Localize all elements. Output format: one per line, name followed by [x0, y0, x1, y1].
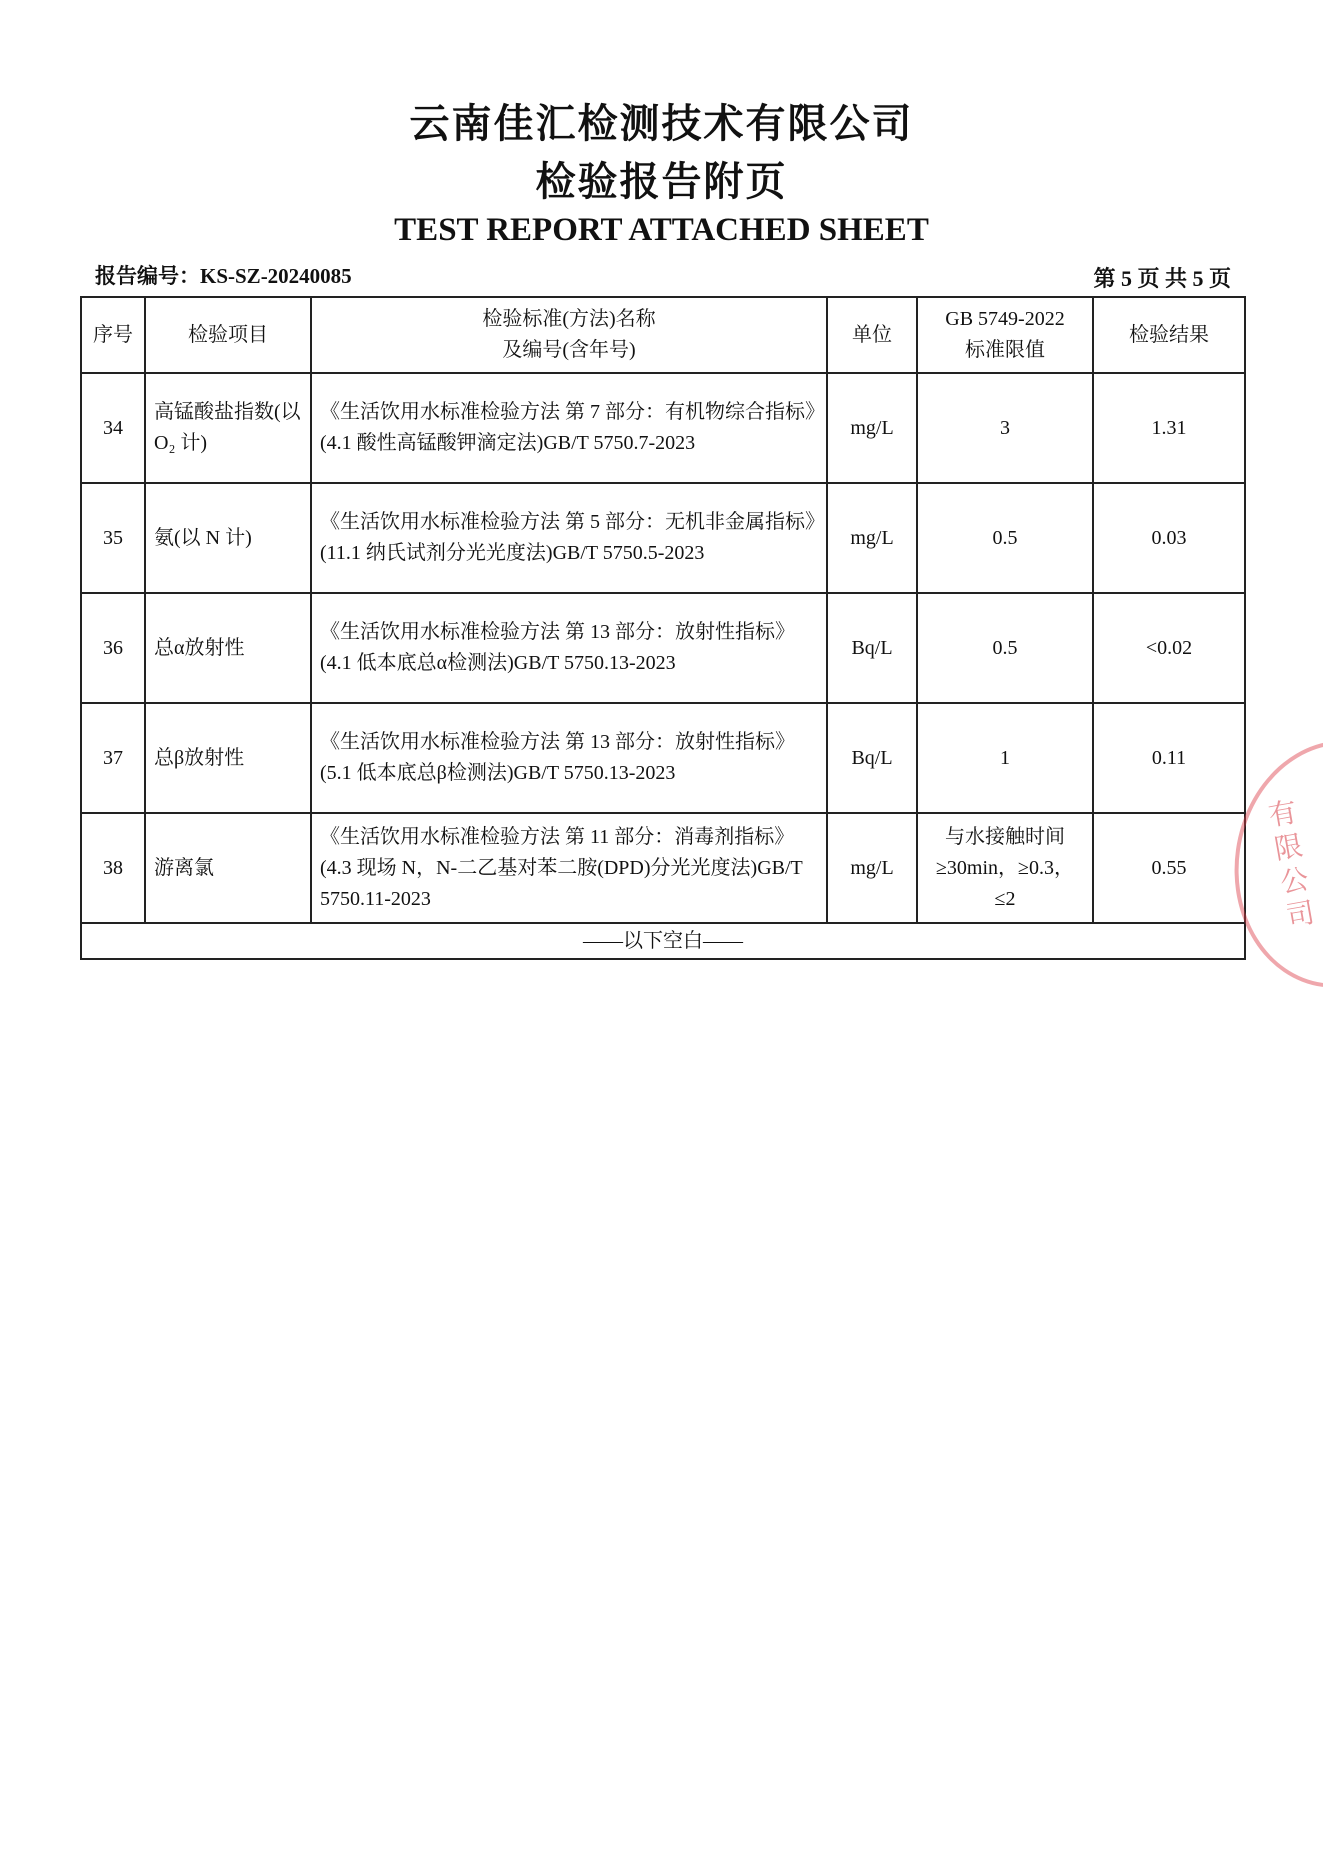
cell-no: 35 — [81, 483, 145, 593]
header-unit: 单位 — [827, 297, 917, 373]
header-limit-line1: GB 5749-2022 — [945, 308, 1065, 330]
cell-unit: Bq/L — [827, 593, 917, 703]
company-seal-text: 有限公司 — [1262, 796, 1319, 937]
cell-method: 《生活饮用水标准检验方法 第 11 部分：消毒剂指标》(4.3 现场 N，N-二乙基对苯二胺(DPD)分光光度法)GB/T 5750.11-2023 — [311, 813, 827, 923]
cell-item: 总α放射性 — [145, 593, 311, 703]
header-result: 检验结果 — [1093, 297, 1245, 373]
cell-method: 《生活饮用水标准检验方法 第 5 部分：无机非金属指标》(11.1 纳氏试剂分光光度法)GB/T 5750.5-2023 — [311, 483, 827, 593]
cell-item: 高锰酸盐指数(以 O₂ 计) — [145, 373, 311, 483]
report-subtitle: 检验报告附页 — [535, 159, 788, 205]
cell-result: <0.02 — [1093, 593, 1245, 703]
cell-unit: mg/L — [827, 373, 917, 483]
cell-item: 氨(以 N 计) — [145, 483, 311, 593]
header-method-line2: 及编号(含年号) — [502, 339, 636, 361]
report-title-en: TEST REPORT ATTACHED SHEET — [394, 212, 929, 248]
cell-method: 《生活饮用水标准检验方法 第 13 部分：放射性指标》(4.1 低本底总α检测法)GB/T 5750.13-2023 — [311, 593, 827, 703]
header-limit-line2: 标准限值 — [965, 339, 1045, 361]
cell-no: 37 — [81, 703, 145, 813]
header-method-line1: 检验标准(方法)名称 — [482, 308, 656, 330]
cell-result: 0.11 — [1093, 703, 1245, 813]
cell-result: 0.03 — [1093, 483, 1245, 593]
table-row — [81, 483, 1245, 593]
header-item: 检验项目 — [145, 297, 311, 373]
cell-result: 0.55 — [1093, 813, 1245, 923]
cell-method: 《生活饮用水标准检验方法 第 7 部分：有机物综合指标》(4.1 酸性高锰酸钾滴定法)GB/T 5750.7-2023 — [311, 373, 827, 483]
cell-no: 38 — [81, 813, 145, 923]
header-method — [311, 297, 827, 373]
table-header-row — [81, 297, 1245, 373]
cell-limit: 3 — [917, 373, 1093, 483]
test-results-table — [80, 296, 1246, 960]
cell-unit: mg/L — [827, 483, 917, 593]
page-number: 第 5 页 共 5 页 — [1093, 266, 1231, 291]
table-row — [81, 813, 1245, 923]
cell-item: 总β放射性 — [145, 703, 311, 813]
report-number: 报告编号：KS-SZ-20240085 — [95, 264, 352, 288]
cell-limit: 0.5 — [917, 483, 1093, 593]
table-row — [81, 593, 1245, 703]
cell-unit: Bq/L — [827, 703, 917, 813]
cell-item: 游离氯 — [145, 813, 311, 923]
cell-no: 36 — [81, 593, 145, 703]
cell-method: 《生活饮用水标准检验方法 第 13 部分：放射性指标》(5.1 低本底总β检测法)GB/T 5750.13-2023 — [311, 703, 827, 813]
table-row — [81, 373, 1245, 483]
company-title: 云南佳汇检测技术有限公司 — [409, 101, 914, 147]
header-limit — [917, 297, 1093, 373]
cell-limit: 1 — [917, 703, 1093, 813]
cell-unit: mg/L — [827, 813, 917, 923]
blank-below-note: ——以下空白—— — [81, 923, 1245, 959]
cell-limit: 0.5 — [917, 593, 1093, 703]
cell-no: 34 — [81, 373, 145, 483]
table-row — [81, 703, 1245, 813]
cell-result: 1.31 — [1093, 373, 1245, 483]
header-no: 序号 — [81, 297, 145, 373]
table-footer-row — [81, 923, 1245, 959]
cell-limit: 与水接触时间≥30min，≥0.3，≤2 — [917, 813, 1093, 923]
